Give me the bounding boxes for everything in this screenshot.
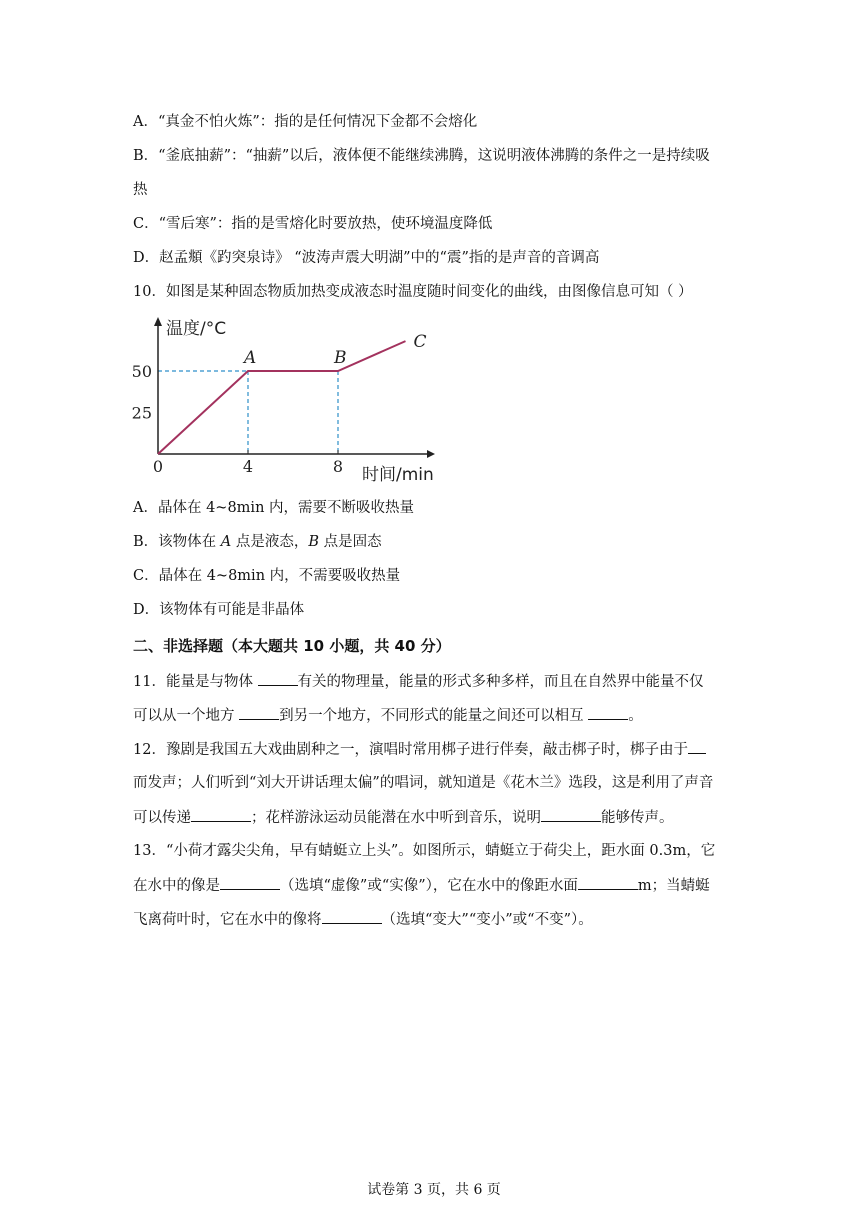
- answer-blank[interactable]: [258, 671, 298, 686]
- x-tick-label: 0: [152, 457, 164, 476]
- temperature-time-chart: [130, 312, 450, 492]
- point-label-b: B: [334, 348, 347, 368]
- y-axis-arrow: [154, 317, 162, 326]
- q10-option-a: A．晶体在 4~8min 内，需要不断吸收热量: [133, 500, 415, 516]
- q11-text-5: 。: [628, 708, 643, 724]
- q11-line2: [133, 705, 643, 726]
- q9-option-b-cont: 热: [133, 182, 148, 198]
- q12-text-2: 可以传递: [133, 810, 191, 826]
- q12-text-3: ；花样游泳运动员能潜在水中听到音乐，说明: [251, 810, 541, 826]
- answer-blank[interactable]: [578, 875, 638, 890]
- q10-stem: 10．如图是某种固态物质加热变成液态时温度随时间变化的曲线，由图像信息可知（ ）: [133, 284, 693, 300]
- q12-line1: [133, 739, 706, 760]
- q12-text-4: 能够传声。: [601, 810, 674, 826]
- q11-text-2: 有关的物理量，能量的形式多种多样，而且在自然界中能量不仅: [297, 674, 704, 690]
- answer-blank[interactable]: [239, 705, 279, 720]
- page-footer: 试卷第 3 页，共 6 页: [367, 1182, 501, 1198]
- q13-text-4: 飞离荷叶时，它在水中的像将: [133, 912, 322, 928]
- q10-option-b-point-a: A: [220, 534, 232, 550]
- chart-guides: [158, 371, 338, 454]
- section-heading: 二、非选择题（本大题共 10 小题，共 40 分）: [133, 637, 451, 655]
- q11-text-4: 到另一个地方，不同形式的能量之间还可以相互: [279, 708, 589, 724]
- q13-text-1: 在水中的像是: [133, 878, 220, 894]
- q10-option-b: [133, 532, 382, 552]
- q13-line1: 13．“小荷才露尖尖角，早有蜻蜓立上头”。如图所示，蜻蜓立于荷尖上，距水面 0.3m，它: [133, 843, 716, 859]
- q13-line3: [133, 909, 593, 930]
- q10-option-b-mid: 点是液态，: [231, 534, 309, 550]
- answer-blank[interactable]: [322, 909, 382, 924]
- q13-text-2: （选填“虚像”或“实像”），它在水中的像距水面: [280, 878, 578, 894]
- x-tick-label: 4: [242, 457, 254, 476]
- q13-text-3: m；当蜻蜓: [637, 878, 710, 894]
- answer-blank[interactable]: [191, 807, 251, 822]
- q12-line3: [133, 807, 674, 828]
- q12-line2: 而发声；人们听到“刘大开讲话理太偏”的唱词，就知道是《花木兰》选段，这是利用了声音: [133, 775, 714, 791]
- q10-option-b-point-b: B: [308, 534, 320, 550]
- chart-labels: [132, 319, 434, 485]
- q10-option-b-post: 点是固态: [319, 534, 382, 550]
- chart-series-line: [158, 341, 406, 454]
- point-label-c: C: [413, 332, 427, 353]
- q10-option-c: C．晶体在 4~8min 内，不需要吸收热量: [133, 568, 401, 584]
- x-axis-arrow: [427, 450, 435, 458]
- y-axis-label: 温度/°C: [166, 319, 227, 339]
- answer-blank[interactable]: [588, 705, 628, 720]
- q9-option-c: C．“雪后寒”：指的是雪熔化时要放热，使环境温度降低: [133, 216, 493, 232]
- answer-blank[interactable]: [541, 807, 601, 822]
- q13-text-5: （选填“变大”“变小”或“不变”）。: [381, 912, 593, 928]
- answer-blank[interactable]: [220, 875, 280, 890]
- answer-blank[interactable]: [688, 739, 706, 754]
- y-tick-label: 25: [131, 403, 152, 423]
- point-label-a: A: [244, 348, 257, 368]
- q9-option-a: A．“真金不怕火炼”：指的是任何情况下金都不会熔化: [133, 114, 478, 130]
- x-tick-label: 8: [332, 457, 344, 476]
- q11-text-1: 11．能量是与物体: [133, 674, 258, 690]
- q13-line2: [133, 875, 710, 896]
- y-tick-label: 50: [131, 362, 152, 381]
- x-axis-label: 时间/min: [362, 465, 434, 485]
- series-line: [158, 341, 406, 454]
- q11-text-3: 可以从一个地方: [133, 708, 240, 724]
- q10-option-b-pre: B．该物体在: [133, 534, 221, 550]
- q12-text-1: 12．豫剧是我国五大戏曲剧种之一，演唱时常用梆子进行伴奏，敲击梆子时，梆子由于: [133, 742, 688, 758]
- q9-option-b: B．“釜底抽薪”：“抽薪”以后，液体便不能继续沸腾，这说明液体沸腾的条件之一是持续吸: [133, 148, 710, 164]
- q9-option-d: D．赵孟頫《趵突泉诗》 “波涛声震大明湖”中的“震”指的是声音的音调高: [133, 250, 600, 266]
- q11-line1: [133, 671, 704, 692]
- q10-option-d: D．该物体有可能是非晶体: [133, 602, 305, 618]
